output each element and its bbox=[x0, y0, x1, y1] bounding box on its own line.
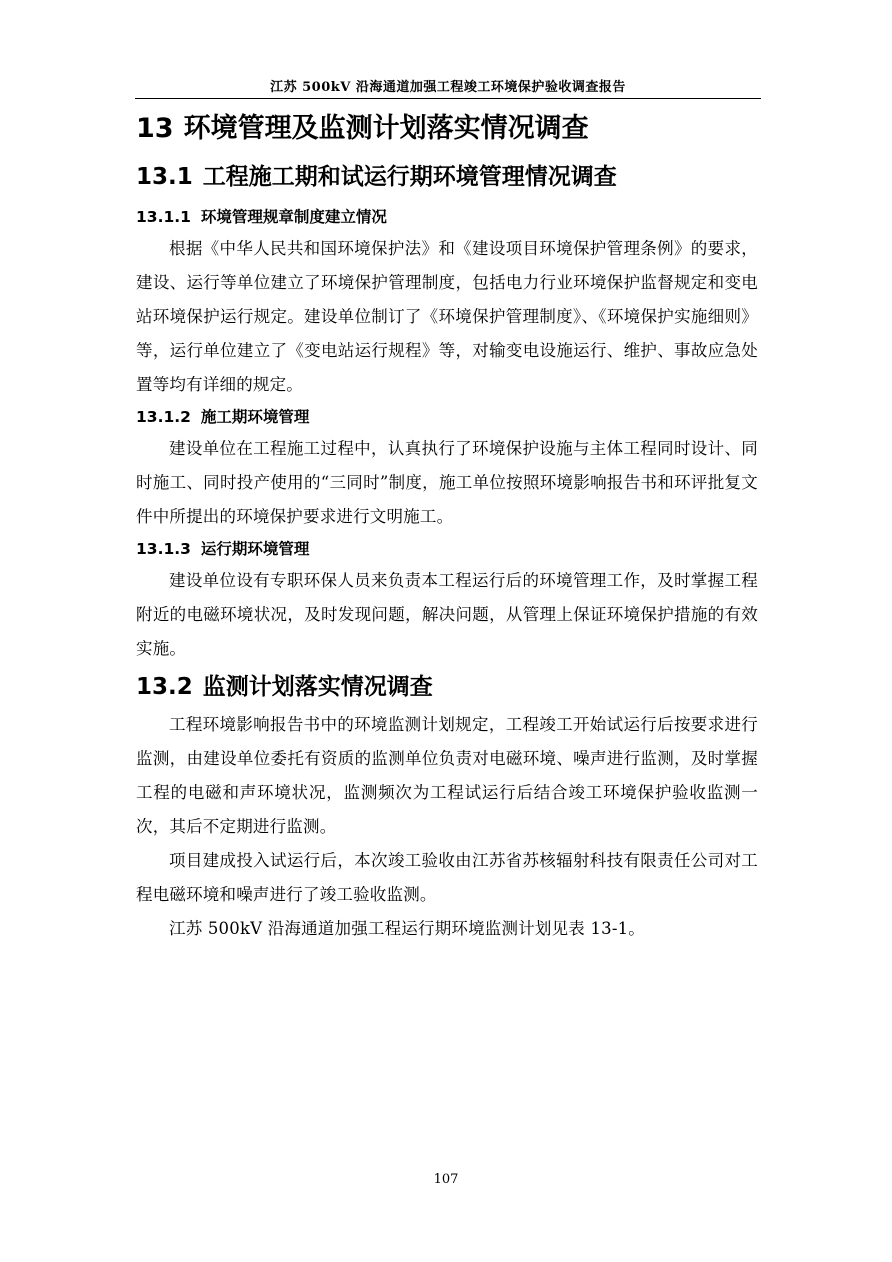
paragraph-13-1-2: 建设单位在工程施工过程中，认真执行了环境保护设施与主体工程同时设计、同时施工、同时投产使用的“三同时”制度，施工单位按照环境影响报告书和环评批复文件中所提出的环境保护要求进行文明施工。 bbox=[136, 439, 758, 526]
subsection-13-1-1-number: 13.1.1 bbox=[136, 208, 191, 226]
section-13-2-heading bbox=[136, 672, 758, 702]
subsection-13-1-3-title: 运行期环境管理 bbox=[200, 540, 310, 558]
section-13-2-number: 13.2 bbox=[136, 674, 193, 700]
paragraph-13-2-c: 江苏 500kV 沿海通道加强工程运行期环境监测计划见表 13-1。 bbox=[169, 919, 646, 938]
subsection-13-1-2-number: 13.1.2 bbox=[136, 408, 191, 426]
paragraph-13-1-3: 建设单位设有专职环保人员来负责本工程运行后的环境管理工作，及时掌握工程附近的电磁环境状况，及时发现问题，解决问题，从管理上保证环境保护措施的有效实施。 bbox=[136, 571, 758, 658]
header-rule bbox=[135, 98, 761, 99]
chapter-heading bbox=[136, 112, 758, 148]
subsection-13-1-3-heading bbox=[136, 538, 758, 560]
section-13-1-heading bbox=[136, 162, 758, 192]
paragraph-13-2-b: 项目建成投入试运行后，本次竣工验收由江苏省苏核辐射科技有限责任公司对工程电磁环境和噪声进行了竣工验收监测。 bbox=[136, 851, 758, 904]
subsection-13-1-1-heading bbox=[136, 206, 758, 228]
chapter-number: 13 bbox=[136, 113, 174, 144]
subsection-13-1-2-heading bbox=[136, 406, 758, 428]
chapter-title: 环境管理及监测计划落实情况调查 bbox=[183, 113, 589, 144]
subsection-13-1-2-title: 施工期环境管理 bbox=[200, 408, 310, 426]
running-header: 江苏 500kV 沿海通道加强工程竣工环境保护验收调查报告 bbox=[270, 80, 626, 95]
paragraph-13-1-1: 根据《中华人民共和国环境保护法》和《建设项目环境保护管理条例》的要求，建设、运行等单位建立了环境保护管理制度，包括电力行业环境保护监督规定和变电站环境保护运行规定。建设单位制订了《环境保护管理制度》、《环境保护实施细则》等，运行单位建立了《变电站运行规程》等，对输变电设施运行、维护、事故应急处置等均有详细的规定。 bbox=[136, 239, 758, 394]
subsection-13-1-1-title: 环境管理规章制度建立情况 bbox=[200, 208, 387, 226]
page-number: 107 bbox=[433, 1172, 459, 1187]
page-content bbox=[136, 110, 758, 946]
paragraph-13-2-a: 工程环境影响报告书中的环境监测计划规定，工程竣工开始试运行后按要求进行监测，由建设单位委托有资质的监测单位负责对电磁环境、噪声进行监测，及时掌握工程的电磁和声环境状况，监测频次为工程试运行后结合竣工环境保护验收监测一次，其后不定期进行监测。 bbox=[136, 715, 758, 836]
section-13-2-title: 监测计划落实情况调查 bbox=[202, 674, 433, 700]
section-13-1-number: 13.1 bbox=[136, 164, 193, 190]
section-13-1-title: 工程施工期和试运行期环境管理情况调查 bbox=[202, 164, 617, 190]
subsection-13-1-3-number: 13.1.3 bbox=[136, 540, 191, 558]
